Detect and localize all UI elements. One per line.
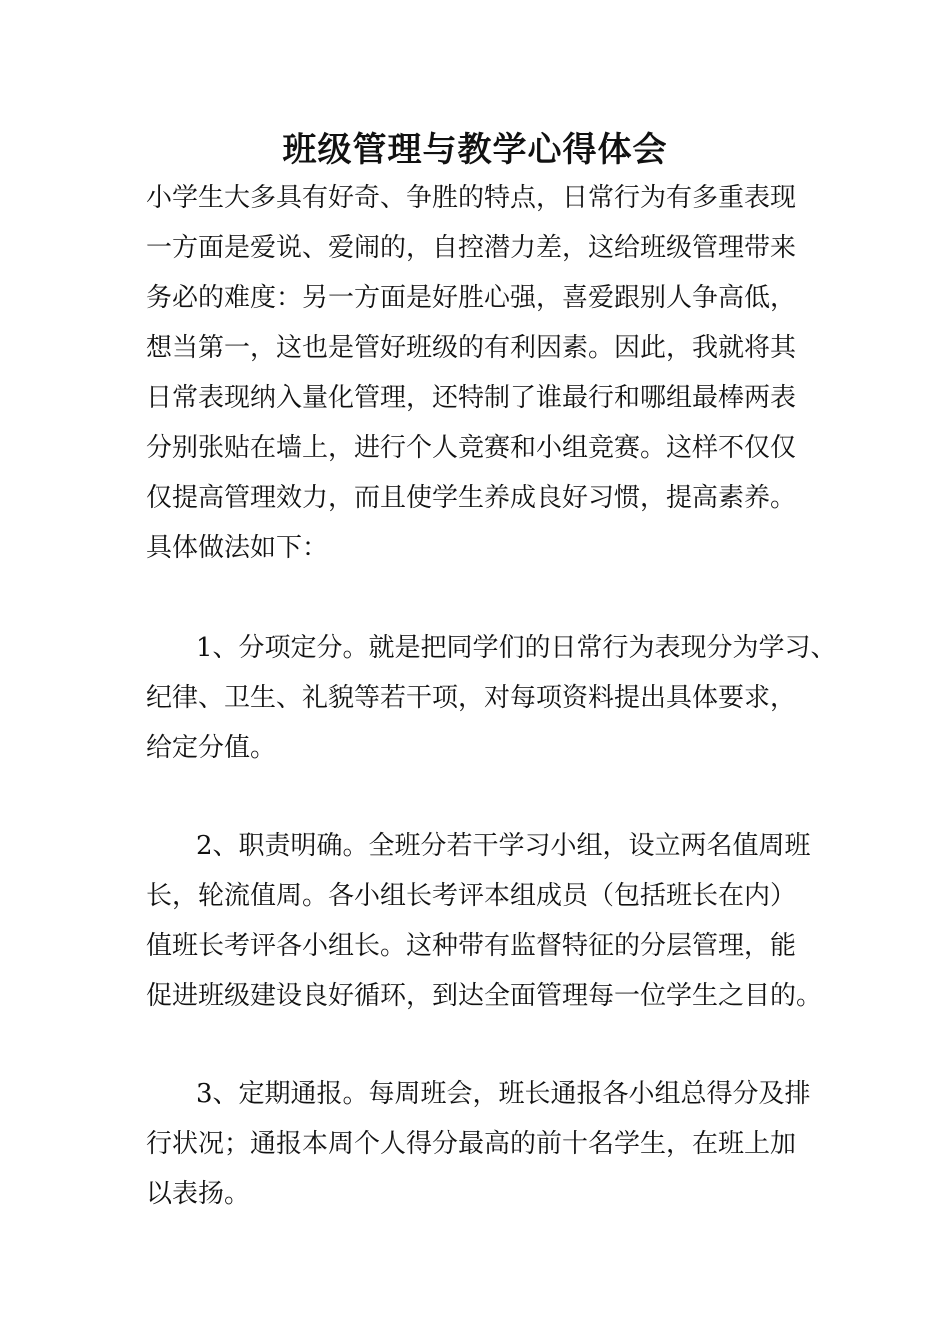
section1-line: 纪律、卫生、礼貌等若干项，对每项资料提出具体要求，	[146, 683, 797, 713]
section3-line: 以表扬。	[146, 1179, 251, 1209]
intro-line: 一方面是爱说、爱闹的，自控潜力差，这给班级管理带来	[146, 233, 797, 263]
intro-line: 具体做法如下：	[146, 533, 329, 563]
intro-line: 日常表现纳入量化管理，还特制了谁最行和哪组最棒两表	[146, 383, 797, 413]
section1-line: 1、分项定分。就是把同学们的日常行为表现分为学习、	[196, 633, 837, 663]
section2-line: 2、职责明确。全班分若干学习小组，设立两名值周班	[196, 831, 811, 861]
section2-line: 值班长考评各小组长。这种带有监督特征的分层管理，能	[146, 931, 797, 961]
section2-line: 长，轮流值周。各小组长考评本组成员（包括班长在内）	[146, 881, 797, 911]
intro-line: 想当第一，这也是管好班级的有利因素。因此，我就将其	[146, 333, 797, 363]
intro-line: 仅提高管理效力，而且使学生养成良好习惯，提高素养。	[146, 483, 797, 513]
intro-line: 小学生大多具有好奇、争胜的特点，日常行为有多重表现	[146, 183, 797, 213]
section3-line: 3、定期通报。每周班会，班长通报各小组总得分及排	[196, 1079, 811, 1109]
intro-line: 务必的难度：另一方面是好胜心强，喜爱跟别人争高低，	[146, 283, 797, 313]
document-title: 班级管理与教学心得体会	[282, 130, 668, 170]
section1-line: 给定分值。	[146, 733, 277, 763]
intro-line: 分别张贴在墙上，进行个人竞赛和小组竞赛。这样不仅仅	[146, 433, 797, 463]
section2-line: 促进班级建设良好循环，到达全面管理每一位学生之目的。	[146, 981, 823, 1011]
section3-line: 行状况；通报本周个人得分最高的前十名学生，在班上加	[146, 1129, 797, 1159]
